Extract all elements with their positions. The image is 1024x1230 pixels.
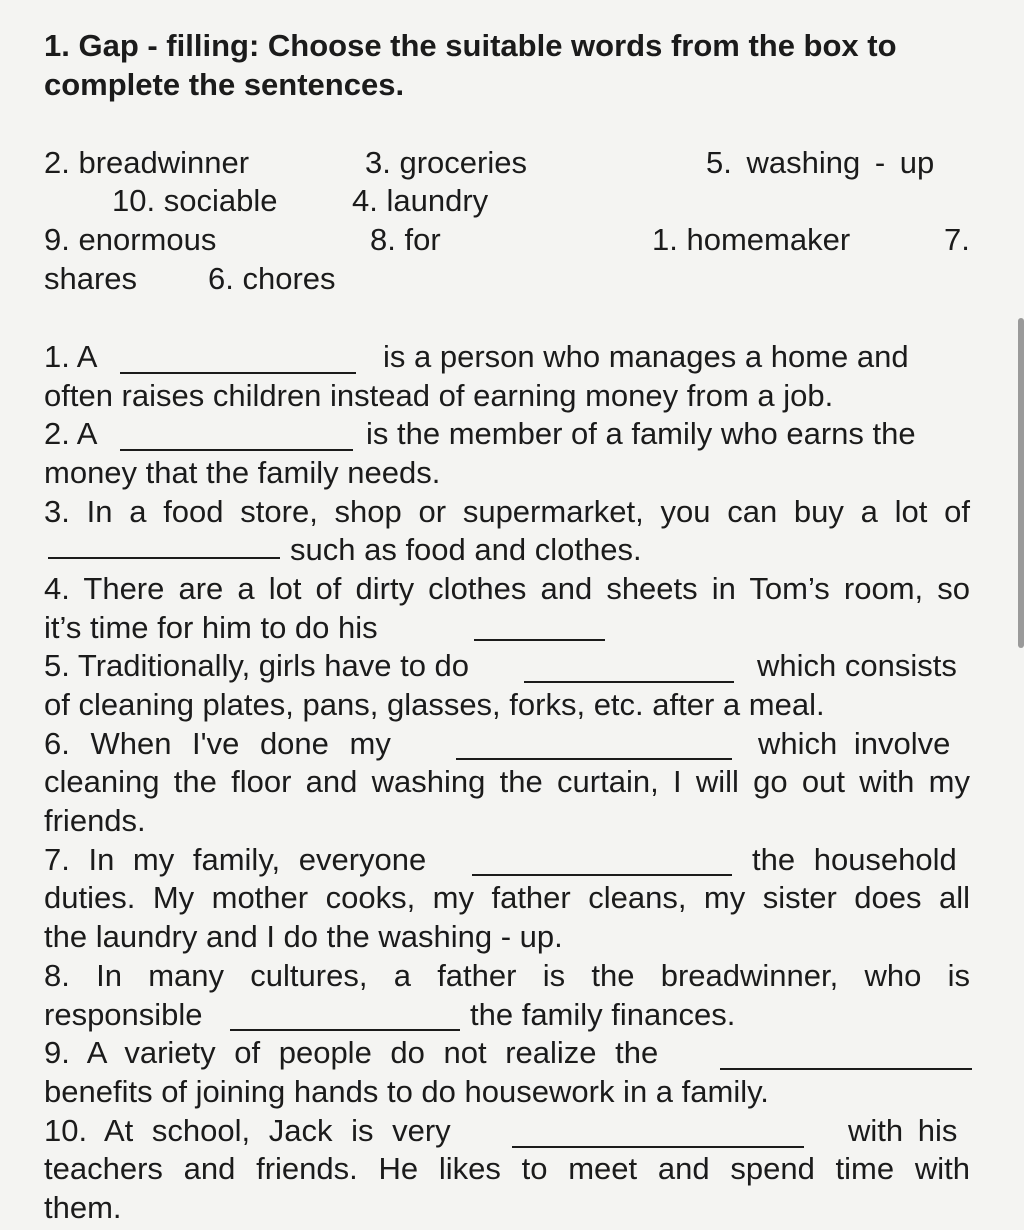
question-6-end: friends. [44,803,146,838]
word-homemaker: 1. homemaker [652,222,851,257]
question-2-mid: is the member of a family who earns the [366,416,916,451]
answer-blank-3[interactable] [48,531,280,559]
question-10-end: them. [44,1190,122,1225]
answer-blank-2[interactable] [120,423,353,451]
answer-blank-8[interactable] [230,1003,460,1031]
answer-blank-10[interactable] [512,1120,804,1148]
question-7-cont: duties. My mother cooks, my father cleans, my sister does all [44,880,970,915]
question-6-cont: cleaning the floor and washing the curtain, I will go out with my [44,764,970,799]
word-groceries: 3. groceries [365,145,527,180]
question-1-end: often raises children instead of earning money from a job. [44,378,834,413]
answer-blank-5[interactable] [524,655,734,683]
question-8-end: the family finances. [470,997,736,1032]
question-3-end: such as food and clothes. [290,532,642,567]
question-5-mid: which consists [757,648,957,683]
question-8-start: 8. In many cultures, a father is the breadwinner, who is [44,958,970,993]
question-3-start: 3. In a food store, shop or supermarket, you can buy a lot of [44,494,970,529]
question-5-start: 5. Traditionally, girls have to do [44,648,470,683]
question-7-start: 7. In my family, everyone [44,842,427,877]
word-enormous: 9. enormous [44,222,217,257]
question-1-mid: is a person who manages a home and [383,339,909,374]
word-washing-up: 5. washing - up [706,145,935,180]
answer-blank-6[interactable] [456,732,732,760]
question-10-mid: with his [848,1113,958,1148]
answer-blank-1[interactable] [120,346,356,374]
exercise-heading: 1. Gap - filling: Choose the suitable words from the box to complete the sentences. [44,28,897,102]
question-2-end: money that the family needs. [44,455,441,490]
answer-blank-7[interactable] [472,848,732,876]
answer-blank-4[interactable] [474,613,605,641]
scrollbar-thumb[interactable] [1018,318,1024,648]
question-4-start: 4. There are a lot of dirty clothes and sheets in Tom’s room, so [44,571,970,606]
question-9-start: 9. A variety of people do not realize the [44,1035,659,1070]
word-shares: shares [44,261,138,296]
question-6-mid: which involve [758,726,951,761]
question-10-start: 10. At school, Jack is very [44,1113,451,1148]
question-8-mid: responsible [44,997,203,1032]
question-1-start: 1. A [44,339,98,374]
question-9-end: benefits of joining hands to do housework in a family. [44,1074,769,1109]
question-10-cont: teachers and friends. He likes to meet and spend time with [44,1151,970,1186]
word-laundry: 4. laundry [352,183,489,218]
word-number-7: 7. [944,222,970,257]
question-6-start: 6. When I've done my [44,726,391,761]
question-4-end: it’s time for him to do his [44,610,378,645]
question-2-start: 2. A [44,416,98,451]
word-breadwinner: 2. breadwinner [44,145,250,180]
word-sociable: 10. sociable [112,183,278,218]
answer-blank-9[interactable] [720,1042,972,1070]
word-chores: 6. chores [208,261,336,296]
question-7-mid: the household [752,842,957,877]
word-for: 8. for [370,222,441,257]
question-5-end: of cleaning plates, pans, glasses, forks, etc. after a meal. [44,687,825,722]
question-7-end: the laundry and I do the washing - up. [44,919,563,954]
